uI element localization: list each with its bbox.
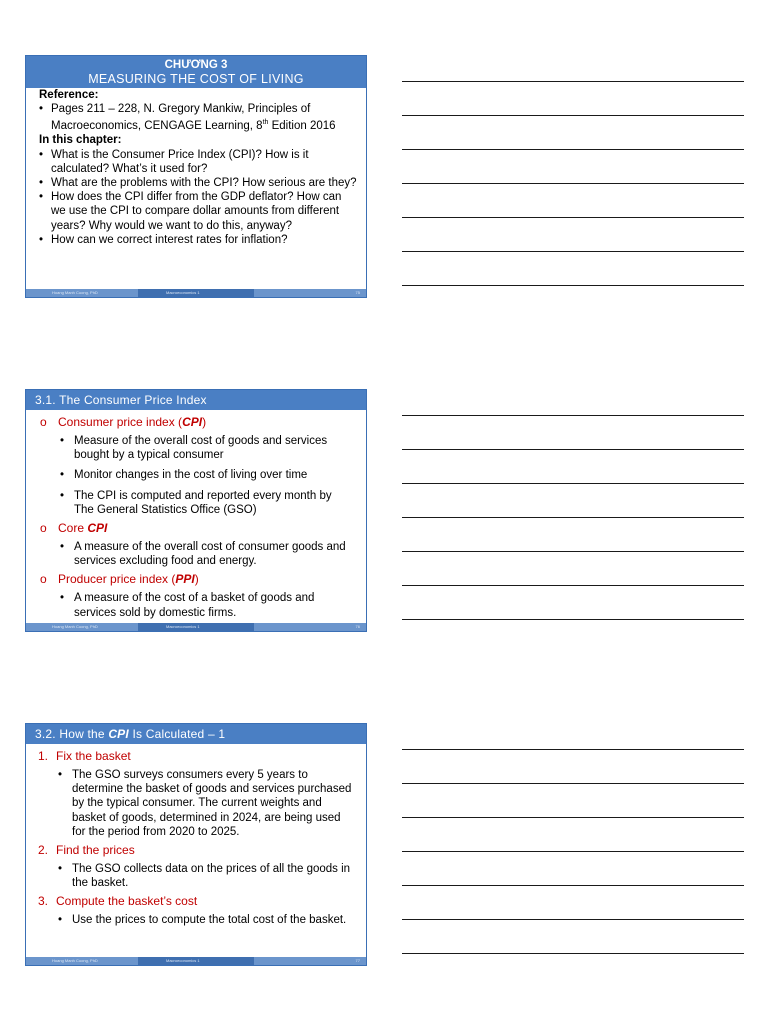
slide-title: 3.1. The Consumer Price Index: [26, 390, 366, 410]
list-item: • What are the problems with the CPI? How serious are they?: [39, 176, 366, 190]
list-item: • A measure of the overall cost of consumer goods and services excluding food and energy.: [40, 540, 366, 568]
note-line: [402, 251, 744, 252]
slide-3: [25, 723, 367, 966]
footer-author: Hoang Manh Cuong, PhD: [52, 290, 98, 295]
list-item: • The CPI is computed and reported every month by The General Statistics Office (GSO): [40, 489, 366, 517]
note-line: [402, 517, 744, 518]
note-line: [402, 483, 744, 484]
slide-content: [26, 88, 366, 247]
slide-title: 3.2. How the CPI Is Calculated – 1: [26, 724, 366, 744]
section-heading: o Core CPI: [40, 521, 108, 536]
step-heading: 3. Compute the basket’s cost: [38, 894, 198, 909]
footer-page-number: 77: [355, 958, 360, 963]
slide-footer: [26, 289, 366, 297]
notes-lines-3: [402, 749, 744, 987]
note-line: [402, 415, 744, 416]
reference-item: • Pages 211 – 228, N. Gregory Mankiw, Principles of Macroeconomics, CENGAGE Learning, 8th Edition 2016: [39, 102, 366, 133]
footer-course: Macroeconomics 1: [166, 624, 200, 629]
list-item: • How can we correct interest rates for inflation?: [39, 233, 366, 247]
footer-course: Macroeconomics 1: [166, 290, 200, 295]
note-line: [402, 285, 744, 286]
chapter-label: CHƯƠNG 3: [164, 59, 228, 71]
note-line: [402, 551, 744, 552]
list-item: • The GSO collects data on the prices of all the goods in the basket.: [38, 862, 366, 890]
step-heading: 1. Fix the basket: [38, 749, 131, 763]
note-line: [402, 149, 744, 150]
list-item: • Measure of the overall cost of goods and services bought by a typical consumer: [40, 434, 366, 462]
note-line: [402, 81, 744, 82]
slide-footer: [26, 623, 366, 631]
note-line: [402, 449, 744, 450]
note-line: [402, 783, 744, 784]
list-item: • Use the prices to compute the total cost of the basket.: [38, 913, 366, 927]
reference-heading: Reference:: [39, 89, 99, 101]
footer-author: Hoang Manh Cuong, PhD: [52, 958, 98, 963]
slide-footer: [26, 957, 366, 965]
notes-lines-2: [402, 415, 744, 653]
note-line: [402, 851, 744, 852]
notes-lines-1: [402, 81, 744, 319]
note-line: [402, 953, 744, 954]
list-item: • How does the CPI differ from the GDP deflator? How can we use the CPI to compare dollar amounts from different years? Why would we want to do this, anyway?: [39, 190, 366, 233]
note-line: [402, 919, 744, 920]
slide-title-bar: [26, 56, 366, 88]
list-item: • What is the Consumer Price Index (CPI)? How is it calculated? What’s it used for?: [39, 148, 366, 176]
list-item: • The GSO surveys consumers every 5 years to determine the basket of goods and services purchased by the typical consumer. The current weights and basket of goods, determined in 2024, are being used for the period from 2020 to 2025.: [38, 768, 366, 839]
slide-title: MEASURING THE COST OF LIVING: [88, 72, 304, 86]
note-line: [402, 885, 744, 886]
note-line: [402, 585, 744, 586]
step-heading: 2. Find the prices: [38, 843, 135, 858]
chapter-heading: In this chapter:: [39, 134, 122, 147]
slide-content: [26, 744, 366, 928]
list-item: • Monitor changes in the cost of living over time: [40, 468, 366, 482]
footer-author: Hoang Manh Cuong, PhD: [52, 624, 98, 629]
slide-2: [25, 389, 367, 632]
note-line: [402, 115, 744, 116]
section-heading: o Consumer price index (CPI): [40, 415, 207, 429]
list-item: • A measure of the cost of a basket of goods and services sold by domestic firms.: [40, 591, 366, 619]
footer-page-number: 76: [355, 624, 360, 629]
footer-course: Macroeconomics 1: [166, 958, 200, 963]
note-line: [402, 817, 744, 818]
footer-page-number: 75: [355, 290, 360, 295]
section-heading: o Producer price index (PPI): [40, 572, 199, 587]
slide-content: [26, 410, 366, 620]
slide-1: [25, 55, 367, 298]
note-line: [402, 619, 744, 620]
note-line: [402, 183, 744, 184]
note-line: [402, 217, 744, 218]
note-line: [402, 749, 744, 750]
